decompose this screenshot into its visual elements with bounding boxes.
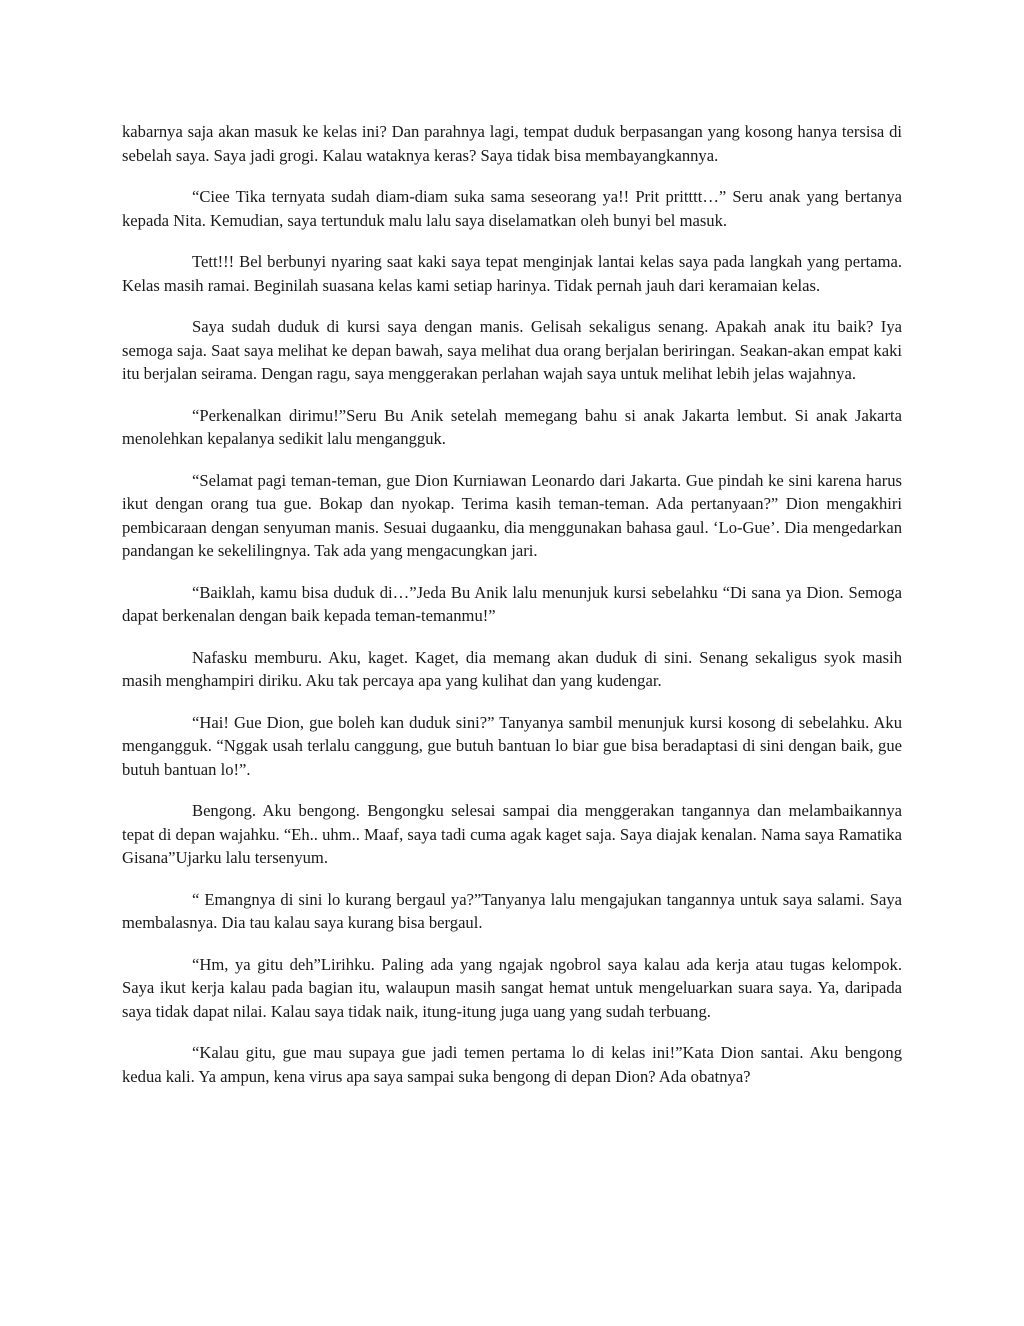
paragraph-12: “Hm, ya gitu deh”Lirihku. Paling ada yang ngajak ngobrol saya kalau ada kerja atau tugas kelompok. Saya ikut kerja kalau pada bagian itu, walaupun masih sangat hemat untuk mengeluarkan suara saya. Ya, daripada saya tidak dapat nilai. Kalau saya tidak naik, itung-itung juga uang yang sudah terbuang.: [122, 954, 902, 1021]
paragraph-4: Saya sudah duduk di kursi saya dengan manis. Gelisah sekaligus senang. Apakah anak itu baik? Iya semoga saja. Saat saya melihat ke depan bawah, saya melihat dua orang berjalan beriringan. Seakan-akan empat kaki itu berjalan seirama. Dengan ragu, saya menggerakan perlahan wajah saya untuk melihat lebih jelas wajahnya.: [122, 317, 902, 383]
paragraph-9: “Hai! Gue Dion, gue boleh kan duduk sini?” Tanyanya sambil menunjuk kursi kosong di sebelahku. Aku mengangguk. “Nggak usah terlalu canggung, gue butuh bantuan lo biar gue bisa beradaptasi di sini dengan baik, gue butuh bantuan lo!”.: [122, 712, 902, 779]
paragraph-2: “Ciee Tika ternyata sudah diam-diam suka sama seseorang ya!! Prit pritttt…” Seru anak yang bertanya kepada Nita. Kemudian, saya tertunduk malu lalu saya diselamatkan oleh bunyi bel masuk.: [122, 187, 902, 230]
paragraph-6: “Selamat pagi teman-teman, gue Dion Kurniawan Leonardo dari Jakarta. Gue pindah ke sini karena harus ikut dengan orang tua gue. Bokap dan nyokap. Terima kasih teman-teman. Ada pertanyaan?” Dion mengakhiri pembicaraan dengan senyuman manis. Sesuai dugaanku, dia menggunakan bahasa gaul. ‘Lo-Gue’. Dia mengedarkan pandangan ke sekelilingnya. Tak ada yang mengacungkan jari.: [122, 470, 902, 560]
paragraph-8: Nafasku memburu. Aku, kaget. Kaget, dia memang akan duduk di sini. Senang sekaligus syok masih masih menghampiri diriku. Aku tak percaya apa yang kulihat dan yang kudengar.: [122, 647, 902, 690]
document-page: [122, 120, 902, 1106]
paragraph-3: Tett!!! Bel berbunyi nyaring saat kaki saya tepat menginjak lantai kelas saya pada langkah yang pertama. Kelas masih ramai. Beginilah suasana kelas kami setiap harinya. Tidak pernah jauh dari keramaian kelas.: [122, 252, 902, 295]
paragraph-1: kabarnya saja akan masuk ke kelas ini? Dan parahnya lagi, tempat duduk berpasangan yang kosong hanya tersisa di sebelah saya. Saya jadi grogi. Kalau wataknya keras? Saya tidak bisa membayangkannya.: [122, 122, 902, 165]
paragraph-5: “Perkenalkan dirimu!”Seru Bu Anik setelah memegang bahu si anak Jakarta lembut. Si anak Jakarta menolehkan kepalanya sedikit lalu mengangguk.: [122, 405, 902, 448]
paragraph-13: “Kalau gitu, gue mau supaya gue jadi temen pertama lo di kelas ini!”Kata Dion santai. Aku bengong kedua kali. Ya ampun, kena virus apa saya sampai suka bengong di depan Dion? Ada obatnya?: [122, 1043, 902, 1086]
paragraph-7: “Baiklah, kamu bisa duduk di…”Jeda Bu Anik lalu menunjuk kursi sebelahku “Di sana ya Dion. Semoga dapat berkenalan dengan baik kepada teman-temanmu!”: [122, 582, 902, 625]
paragraph-11: “ Emangnya di sini lo kurang bergaul ya?”Tanyanya lalu mengajukan tangannya untuk saya salami. Saya membalasnya. Dia tau kalau saya kurang bisa bergaul.: [122, 889, 902, 932]
paragraph-10: Bengong. Aku bengong. Bengongku selesai sampai dia menggerakan tangannya dan melambaikannya tepat di depan wajahku. “Eh.. uhm.. Maaf, saya tadi cuma agak kaget saja. Saya diajak kenalan. Nama saya Ramatika Gisana”Ujarku lalu tersenyum.: [122, 801, 902, 867]
